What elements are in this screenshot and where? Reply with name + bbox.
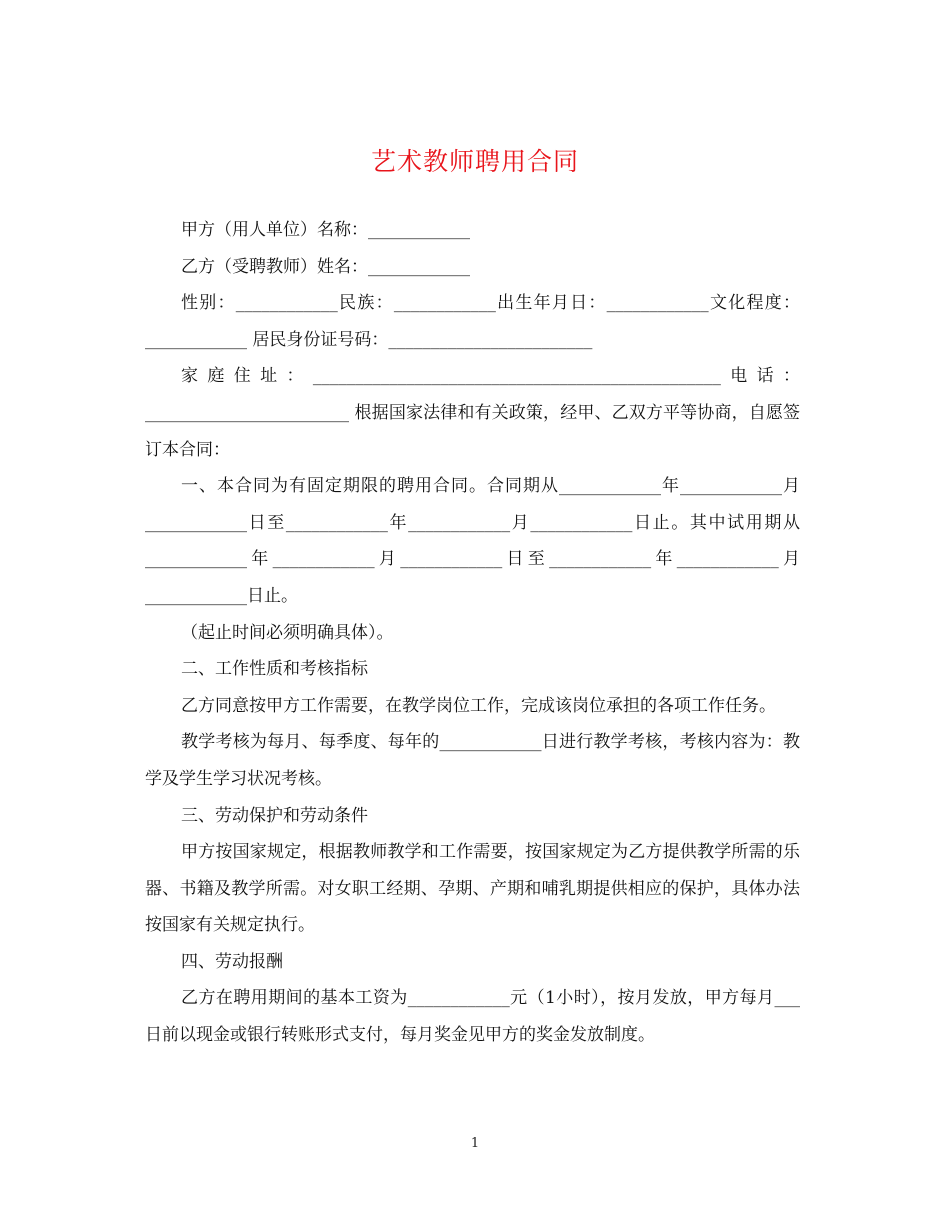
party-a-name-line: 甲方（用人单位）名称：____________ (181, 220, 470, 240)
party-b-name-line: 乙方（受聘教师）姓名：____________ (181, 256, 470, 277)
document-title: 艺术教师聘用合同 (370, 147, 579, 176)
section-heading-remuneration: 四、劳动报酬 (181, 951, 283, 972)
remuneration-paragraph: 乙方在聘用期间的基本工资为____________元（1小时），按月发放，甲方每月___日前以现金或银行转账形式支付，每月奖金见甲方的奖金发放制度。 (145, 988, 800, 1046)
page-number: 1 (470, 1136, 480, 1151)
personal-info-paragraph: 性别：____________民族：____________出生年月日：____________文化程度：____________ 居民身份证号码：________________________ (145, 293, 800, 350)
section-heading-work-nature: 二、工作性质和考核指标 (181, 659, 368, 680)
document-body (145, 212, 800, 1054)
address-phone-paragraph: 家庭住址：________________________________________________电话：________________________ 根据国家法律和有关政策，经甲、乙双方平等协商，自愿签订本合同： (145, 366, 800, 460)
work-duty-paragraph: 乙方同意按甲方工作需要，在教学岗位工作，完成该岗位承担的各项工作任务。 (181, 695, 776, 716)
assessment-paragraph: 教学考核为每月、每季度、每年的____________日进行教学考核，考核内容为：教学及学生学习状况考核。 (145, 732, 800, 789)
contract-term-paragraph: 一、本合同为有固定期限的聘用合同。合同期从____________年____________月____________日至____________年____________月____________日止。其中试用期从____________年____________月____________日至____________年____________月____________日止。 (145, 476, 800, 606)
section-heading-labor-protection: 三、劳动保护和劳动条件 (181, 805, 368, 826)
labor-protection-paragraph: 甲方按国家规定，根据教师教学和工作需要，按国家规定为乙方提供教学所需的乐器、书籍及教学所需。对女职工经期、孕期、产期和哺乳期提供相应的保护，具体办法按国家有关规定执行。 (145, 842, 800, 936)
term-note-paragraph: （起止时间必须明确具体）。 (181, 622, 394, 643)
